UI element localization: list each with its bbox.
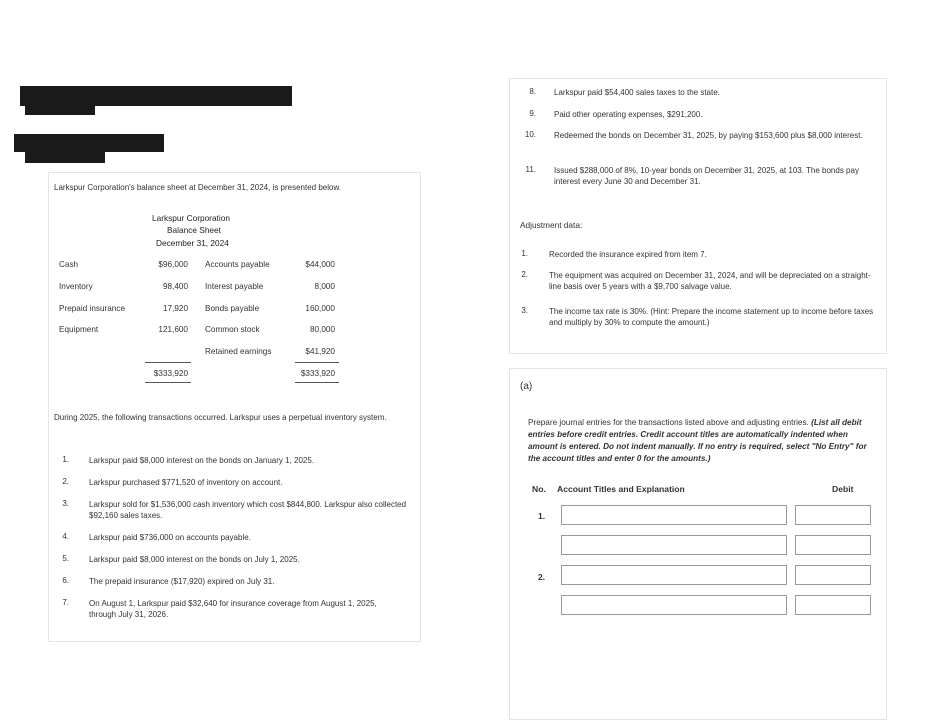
asset-label: Equipment	[59, 325, 99, 334]
intro-text: Larkspur Corporation's balance sheet at December 31, 2024, is presented below.	[54, 183, 342, 192]
account-title-input[interactable]	[561, 595, 787, 615]
bs-date: December 31, 2024	[156, 238, 229, 248]
instructions-emphasis: (List all debit entries before credit entries. Credit account titles are automatically indented when amount is entered. Do not indent manually. If no entry is required, select "No Entry" for the account titles and enter 0 for the amounts.)	[528, 418, 867, 463]
list-item: Recorded the insurance expired from item 7.	[549, 250, 707, 259]
list-item: The income tax rate is 30%. (Hint: Prepare the income statement up to income before taxes and multiply by 30% to compute the amount.)	[549, 307, 874, 327]
problem-right-panel	[509, 78, 887, 354]
asset-label: Prepaid insurance	[59, 304, 125, 313]
claim-value: $44,000	[305, 260, 335, 269]
redaction-bar	[25, 103, 95, 115]
claim-label: Retained earnings	[205, 347, 272, 356]
list-item: Issued $288,000 of 8%, 10-year bonds on December 31, 2025, at 103. The bonds pay interest every June 30 and December 31.	[554, 166, 859, 186]
redaction-bar	[25, 149, 105, 163]
col-header-account: Account Titles and Explanation	[557, 484, 685, 494]
claim-value: 80,000	[309, 325, 335, 334]
claim-label: Bonds payable	[205, 304, 260, 313]
bs-title: Balance Sheet	[167, 225, 221, 235]
list-number: 9.	[529, 109, 536, 118]
list-item: Larkspur paid $54,400 sales taxes to the state.	[554, 88, 720, 97]
total-claims: $333,920	[300, 369, 335, 378]
double-underline	[295, 382, 339, 383]
entry-number: 2.	[538, 572, 546, 582]
list-item: Redeemed the bonds on December 31, 2025, by paying $153,600 plus $8,000 interest.	[554, 131, 863, 140]
total-underline	[295, 362, 339, 363]
list-number: 10.	[524, 130, 536, 139]
asset-value: 98,400	[162, 282, 188, 291]
list-number: 3.	[62, 499, 69, 508]
instructions	[528, 417, 868, 465]
asset-label: Cash	[59, 260, 79, 269]
claim-label: Interest payable	[205, 282, 264, 291]
total-assets: $333,920	[153, 369, 188, 378]
list-item: Larkspur paid $8,000 interest on the bonds on January 1, 2025.	[89, 456, 315, 465]
account-title-input[interactable]	[561, 565, 787, 585]
list-item: Larkspur purchased $771,520 of inventory on account.	[89, 478, 283, 487]
debit-input[interactable]	[795, 505, 871, 525]
debit-input[interactable]	[795, 535, 871, 555]
total-underline	[145, 362, 191, 363]
double-underline	[145, 382, 191, 383]
list-item: Larkspur sold for $1,536,000 cash inventory which cost $844,800. Larkspur also collected $92,160 sales taxes.	[89, 500, 407, 520]
list-number: 11.	[525, 165, 536, 174]
problem-left-panel	[48, 172, 421, 642]
claim-value: 160,000	[305, 304, 335, 313]
list-item: The prepaid insurance ($17,920) expired on July 31.	[89, 577, 275, 586]
bs-company: Larkspur Corporation	[152, 213, 230, 223]
col-header-debit: Debit	[832, 484, 854, 494]
entry-number: 1.	[538, 511, 546, 521]
debit-input[interactable]	[795, 595, 871, 615]
list-item: The equipment was acquired on December 31, 2024, and will be depreciated on a straight-line basis over 5 years with a $9,700 salvage value.	[549, 271, 871, 291]
list-number: 3.	[521, 306, 528, 315]
list-item: Larkspur paid $736,000 on accounts payable.	[89, 533, 251, 542]
list-number: 4.	[62, 532, 69, 541]
asset-label: Inventory	[59, 282, 93, 291]
asset-value: $96,000	[158, 260, 188, 269]
instructions-plain: Prepare journal entries for the transactions listed above and adjusting entries.	[528, 418, 812, 427]
list-item: Larkspur paid $8,000 interest on the bonds on July 1, 2025.	[89, 555, 300, 564]
list-item: On August 1, Larkspur paid $32,640 for insurance coverage from August 1, 2025, through July 31, 2026.	[89, 599, 377, 619]
list-number: 5.	[62, 554, 69, 563]
claim-value: $41,920	[305, 347, 335, 356]
asset-value: 121,600	[158, 325, 188, 334]
part-label: (a)	[520, 381, 533, 392]
list-item: Paid other operating expenses, $291,200.	[554, 110, 703, 119]
list-number: 8.	[529, 87, 536, 96]
answer-panel	[509, 368, 887, 720]
claim-label: Common stock	[205, 325, 260, 334]
col-header-no: No.	[532, 484, 546, 494]
asset-value: 17,920	[162, 304, 188, 313]
account-title-input[interactable]	[561, 535, 787, 555]
list-number: 2.	[521, 270, 528, 279]
list-number: 6.	[62, 576, 69, 585]
adjustment-title: Adjustment data:	[520, 220, 583, 230]
list-number: 2.	[62, 477, 69, 486]
claim-value: 8,000	[314, 282, 335, 291]
list-number: 1.	[521, 249, 528, 258]
account-title-input[interactable]	[561, 505, 787, 525]
claim-label: Accounts payable	[205, 260, 270, 269]
list-number: 1.	[62, 455, 69, 464]
list-number: 7.	[62, 598, 69, 607]
during-text: During 2025, the following transactions occurred. Larkspur uses a perpetual inventory system.	[54, 413, 387, 422]
debit-input[interactable]	[795, 565, 871, 585]
